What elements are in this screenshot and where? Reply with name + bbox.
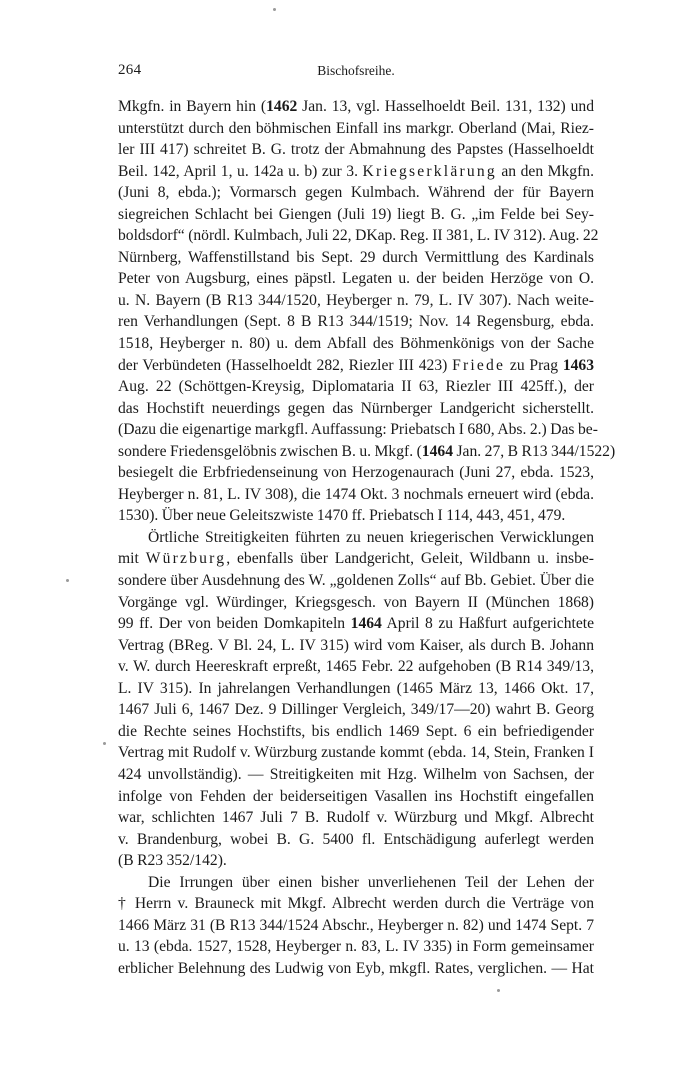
text-run: Vorgänge vgl. Würdinger, Kriegsgesch. von Bayern II (München 1868) (118, 593, 594, 611)
text-line (118, 484, 594, 506)
running-title: Bischofsreihe. (317, 63, 395, 78)
text-run: war, schlichten 1467 Juli 7 B. Rudolf v. Würzburg und Mkgf. Albrecht (118, 809, 594, 827)
text-run: ler III 417) schreitet B. G. trotz der Abmahnung des Papstes (Hasselhoeldt (118, 141, 594, 159)
text-run: Vertrag mit Rudolf v. Würzburg zustande kommt (ebda. 14, Stein, Franken I (118, 744, 594, 762)
text-run: (Juni 8, ebda.); Vormarsch gegen Kulmbach. Während der für Bayern (118, 184, 594, 202)
text-line (118, 118, 594, 140)
bold-year: 1462 (266, 98, 298, 115)
text-run: besiegelt die Erbfriedenseinung von Herzogenaurach (Juni 27, ebda. 1523, (118, 464, 594, 482)
text-run: (B R23 352/142). (118, 852, 227, 870)
text-run: 424 unvollständig). — Streitigkeiten mit Hzg. Wilhelm von Sachsen, der (118, 765, 594, 783)
spaced-emphasis: Kriegserklärung (362, 162, 497, 180)
text-run: siegreichen Schlacht bei Giengen (Juli 19) liegt B. G. „im Felde bei Sey- (118, 205, 594, 223)
text-run: sondere über Ausdehnung des W. „goldenen Zolls“ auf Bb. Gebiet. Über die (118, 572, 594, 590)
text-run: Örtliche Streitigkeiten führten zu neuen kriegerischen Verwicklungen (148, 528, 594, 546)
text-line (118, 355, 594, 377)
text-line (118, 592, 594, 614)
text-run: u. 13 (ebda. 1527, 1528, Heyberger n. 83, L. IV 335) in Form gemeinsamer (118, 938, 594, 956)
text-line (118, 613, 594, 635)
text-run: Jan. 27, B R13 344/1522) (452, 442, 616, 460)
text-run: 1467 Juli 6, 1467 Dez. 9 Dillinger Vergleich, 349/17—20) wahrt B. Georg (118, 701, 594, 719)
bold-year: 1464 (421, 442, 453, 460)
text-run: Jan. 13, vgl. Hasselhoeldt Beil. 131, 132) und (297, 98, 594, 115)
text-line (118, 204, 594, 226)
text-run: der Verbündeten (Hasselhoeldt 282, Riezler III 423) (118, 356, 453, 374)
text-line (118, 441, 616, 463)
text-run: u. N. Bayern (B R13 344/1520, Heyberger n. 79, L. IV 307). Nach weite- (118, 291, 594, 309)
text-line (118, 225, 599, 247)
text-line (118, 268, 594, 290)
spaced-emphasis: Würzburg (145, 550, 227, 568)
bold-year: 1463 (562, 356, 594, 374)
text-line (118, 505, 594, 527)
body-text (118, 96, 616, 979)
text-run: 99 ff. Der von beiden Domkapiteln (118, 615, 351, 633)
bold-year: 1464 (350, 615, 382, 633)
text-line (118, 850, 594, 872)
text-run: unterstützt durch den böhmischen Einfall ins markgr. Oberland (Mai, Riez- (118, 119, 594, 137)
text-line (118, 311, 594, 333)
text-line (118, 182, 594, 204)
text-run: Die Irrungen über einen bisher unverliehenen Teil der Lehen der (148, 873, 594, 891)
text-line (118, 570, 594, 592)
text-line (118, 462, 594, 484)
text-run: das Hochstift neuerdings gegen das Nürnberger Landgericht sicherstellt. (118, 399, 594, 417)
text-run: erblicher Belehnung des Ludwig von Eyb, mkgfl. Rates, verglichen. — Hat (118, 959, 594, 977)
text-run: 1518, Heyberger n. 80) u. dem Abfall des Böhmenkönigs von der Sache (118, 335, 594, 353)
text-run: ren Verhandlungen (Sept. 8 B R13 344/1519; Nov. 14 Regensburg, ebda. (118, 313, 594, 331)
text-line (118, 678, 594, 700)
scan-speck (273, 8, 276, 11)
text-run: Nürnberg, Waffenstillstand bis Sept. 29 durch Vermittlung des Kardinals (118, 248, 594, 266)
text-line (118, 893, 594, 915)
text-line (118, 872, 594, 894)
text-run: , ebenfalls über Landgericht, Geleit, Wildbann u. insbe- (226, 550, 594, 568)
text-line (118, 936, 594, 958)
text-run: mit (118, 550, 146, 568)
text-line (118, 527, 594, 549)
scan-speck (103, 742, 106, 745)
text-line (118, 786, 594, 808)
text-run: Peter von Augsburg, eines päpstl. Legaten u. der beiden Herzöge von O. (118, 270, 594, 288)
text-run: die Rechte seines Hochstifts, bis endlich 1469 Sept. 6 ein befriedigender (118, 722, 594, 740)
text-line (118, 96, 594, 118)
text-run: infolge von Fehden der beiderseitigen Vasallen ins Hochstift eingefallen (118, 787, 594, 805)
text-line (118, 656, 594, 678)
text-line (118, 333, 594, 355)
text-run: Aug. 22 (Schöttgen-Kreysig, Diplomataria II 63, Riezler III 425ff.), der (118, 378, 594, 396)
text-line (118, 635, 594, 657)
text-run: 1530). Über neue Geleitszwiste 1470 ff. Priebatsch I 114, 443, 451, 479. (118, 507, 566, 525)
text-run: Beil. 142, April 1, u. 142a u. b) zur 3. (118, 162, 363, 180)
text-run: (Dazu die eigenartige markgfl. Auffassung: Priebatsch I 680, Abs. 2.) Das be- (118, 421, 598, 439)
text-run: L. IV 315). In jahrelangen Verhandlungen (1465 März 13, 1466 Okt. 17, (118, 679, 594, 697)
text-run: v. W. durch Heereskraft erpreßt, 1465 Febr. 22 aufgehoben (B R14 349/13, (118, 658, 594, 676)
text-line (118, 958, 594, 980)
text-run: zu Prag (505, 356, 563, 374)
text-run: Vertrag (BReg. V Bl. 24, L. IV 315) wird vom Kaiser, als durch B. Johann (118, 636, 594, 654)
text-run: Mkgfn. in Bayern hin ( (118, 98, 267, 115)
text-line (118, 915, 594, 937)
text-run: April 8 zu Haßfurt aufgerichtete (381, 615, 595, 633)
text-line (118, 721, 594, 743)
scan-speck (66, 579, 69, 582)
spaced-emphasis: Friede (452, 356, 506, 374)
scan-speck (497, 989, 500, 992)
text-line (118, 548, 594, 570)
text-line (118, 699, 594, 721)
text-line (118, 376, 594, 398)
text-run: boldsdorf“ (nördl. Kulmbach, Juli 22, DKap. Reg. II 381, L. IV 312). Aug. 22 (118, 227, 599, 245)
text-run: Heyberger n. 81, L. IV 308), die 1474 Okt. 3 nochmals erneuert wird (ebda. (118, 485, 594, 503)
text-line (118, 247, 594, 269)
text-line (118, 807, 594, 829)
text-line (118, 290, 594, 312)
text-line (118, 764, 594, 786)
text-line (118, 139, 594, 161)
text-run: † Herrn v. Brauneck mit Mkgf. Albrecht werden durch die Verträge von (118, 895, 594, 913)
text-run: 1466 März 31 (B R13 344/1524 Abschr., Heyberger n. 82) und 1474 Sept. 7 (118, 916, 594, 934)
page-number: 264 (118, 62, 142, 78)
text-run: an den Mkgfn. (496, 162, 594, 180)
text-line (118, 398, 594, 420)
text-run: sondere Friedensgelöbnis zwischen B. u. Mkgf. ( (118, 442, 422, 460)
text-run: v. Brandenburg, wobei B. G. 5400 fl. Entschädigung auferlegt werden (118, 830, 594, 848)
running-head (118, 62, 594, 82)
text-line (118, 742, 594, 764)
text-line (118, 161, 594, 183)
text-line (118, 419, 598, 441)
text-line (118, 829, 594, 851)
